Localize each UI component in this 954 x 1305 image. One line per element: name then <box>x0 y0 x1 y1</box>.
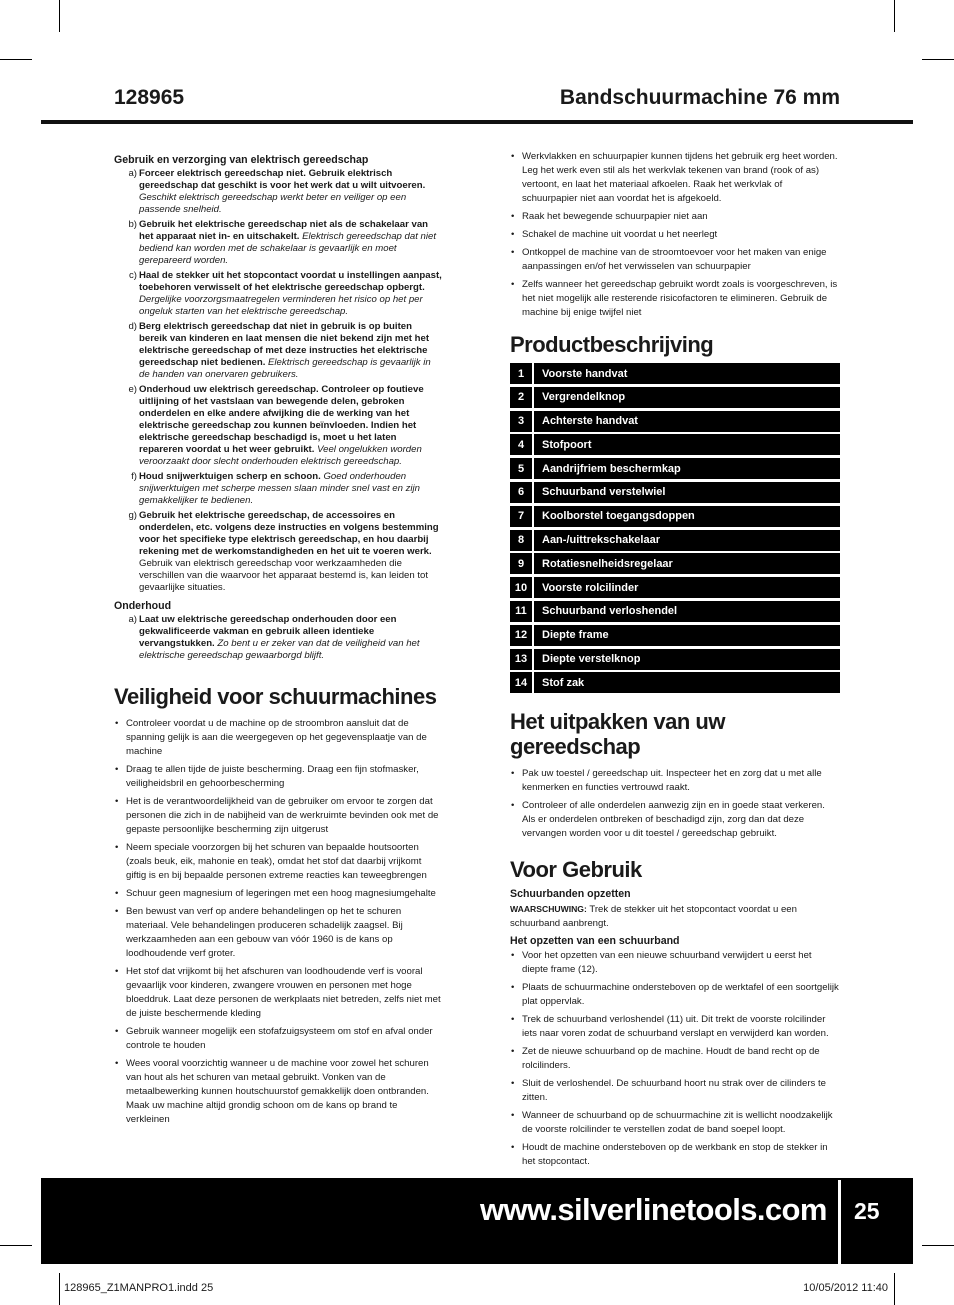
guideline-item <box>114 614 442 662</box>
part-label: Aan-/uittrekschakelaar <box>534 530 840 551</box>
part-row <box>510 434 840 455</box>
guideline-item <box>114 510 442 594</box>
general-heading: Gebruik en verzorging van elektrisch gereedschap <box>114 154 369 166</box>
footer-divider <box>838 1180 841 1264</box>
part-number: 11 <box>510 601 532 622</box>
item-bold-text: Onderhoud uw elektrisch gereedschap. Controleer op foutieve uitlijning of het vastslaan van bewegende delen, gebroken onderdelen en elke andere afwijking die de werking van het elektrische gereedschap zou kunnen beïnvloeden. Indien het elektrische gereedschap beschadigd is, moet u het laten repareren voordat u het weer gebruikt. <box>139 384 424 455</box>
part-number: 9 <box>510 553 532 574</box>
item-text <box>139 219 442 267</box>
part-number: 3 <box>510 411 532 432</box>
bullet-item: • Het stof dat vrijkomt bij het afschuren van loodhoudende verf is vooral gevaarlijk voor kinderen, zwangere vrouwen en personen met hoge bloeddruk. Laat deze personen de werkplaats niet betreden, zelfs niet met de juiste beschermende kleding <box>114 965 442 1021</box>
part-label: Schuurband verloshendel <box>534 601 840 622</box>
part-label: Stofpoort <box>534 434 840 455</box>
part-label: Schuurband verstelwiel <box>534 482 840 503</box>
part-number: 12 <box>510 625 532 646</box>
crop-mark <box>922 59 954 60</box>
bullet-item: • Wees vooral voorzichtig wanneer u de machine voor zowel het schuren van hout als het schuren van metaal gebruikt. Vonken van de metaalbewerking kunnen houtschuurstof gemakkelijk doen ontbranden. Maak uw machine altijd grondig schoon om de kans op brand te verkleinen <box>114 1057 442 1127</box>
bullet-item: • Pak uw toestel / gereedschap uit. Inspecteer het en zorg dat u met alle kenmerken en functies vertrouwd raakt. <box>510 767 840 795</box>
bullet-item: • Draag te allen tijde de juiste bescherming. Draag een fijn stofmasker, veiligheidsbril en gehoorbescherming <box>114 763 442 791</box>
item-normal-text: Gebruik van elektrisch gereedschap voor werkzaamheden die verschillen van die waarvoor het apparaat bestemd is, kan leiden tot gevaarlijke situaties. <box>139 558 429 593</box>
slug-date: 10/05/2012 11:40 <box>803 1282 888 1294</box>
intro-list <box>510 150 840 320</box>
bullet-item: • Plaats de schuurmachine ondersteboven op de werktafel of een soortgelijk plat oppervlak. <box>510 981 840 1009</box>
part-row <box>510 553 840 574</box>
bullet-item: • Schuur geen magnesium of legeringen met een hoog magnesiumgehalte <box>114 887 442 901</box>
item-bold-text: Gebruik het elektrische gereedschap niet als de schakelaar van het apparaat niet in- en uitschakelt. <box>139 219 429 242</box>
crop-mark <box>0 59 32 60</box>
maintenance-heading: Onderhoud <box>114 600 172 612</box>
part-row <box>510 387 840 408</box>
part-label: Stof zak <box>534 672 840 693</box>
part-label: Voorste handvat <box>534 363 840 384</box>
part-label: Diepte frame <box>534 625 840 646</box>
part-row <box>510 363 840 384</box>
part-row <box>510 601 840 622</box>
bullet-item: • Neem speciale voorzorgen bij het schuren van bepaalde houtsoorten (zoals beuk, eik, mahonie en teak), omdat het stof dat daarbij vrijkomt giftig is en bij bepaalde personen extreme reacties kan teweegbrengen <box>114 841 442 883</box>
crop-mark <box>894 0 895 32</box>
item-bold-text: Laat uw elektrische gereedschap onderhouden door een gekwalificeerde vakman en gebruik alleen identieke vervangstukken. <box>139 614 397 649</box>
part-number: 6 <box>510 482 532 503</box>
part-row <box>510 482 840 503</box>
item-marker: b) <box>128 219 137 230</box>
item-bold-text: Haal de stekker uit het stopcontact voordat u instellingen aanpast, toebehoren verwisselt of het elektrische gereedschap opbergt. <box>139 270 442 293</box>
part-row <box>510 577 840 598</box>
item-text <box>139 614 442 662</box>
fitting-list <box>510 949 840 1169</box>
part-row <box>510 411 840 432</box>
part-label: Aandrijfriem beschermkap <box>534 458 840 479</box>
unpack-list <box>510 767 840 841</box>
bullet-item: • Sluit de verloshendel. De schuurband hoort nu strak over de cilinders te zitten. <box>510 1077 840 1105</box>
warning-paragraph <box>510 902 840 931</box>
guideline-item <box>114 321 442 381</box>
product-heading: Productbeschrijving <box>510 332 714 357</box>
item-bold-text: Houd snijwerktuigen scherp en schoon. <box>139 471 321 482</box>
product-code: 128965 <box>114 86 185 109</box>
part-label: Achterste handvat <box>534 411 840 432</box>
item-marker: a) <box>128 614 137 625</box>
part-number: 7 <box>510 506 532 527</box>
page-title: Bandschuurmachine 76 mm <box>559 86 840 109</box>
header-rule <box>41 120 913 124</box>
bullet-item: • Raak het bewegende schuurpapier niet aan <box>510 210 840 224</box>
slug-filename: 128965_Z1MANPRO1.indd 25 <box>64 1282 214 1294</box>
warning-text: Trek de stekker uit het stopcontact voordat u een schuurband aanbrengt. <box>510 904 797 930</box>
part-number: 1 <box>510 363 532 384</box>
part-label: Koolborstel toegangsdoppen <box>534 506 840 527</box>
item-italic-text: Elektrisch gereedschap dat niet bediend kan worden met de schakelaar is gevaarlijk en moet gerepareerd worden. <box>139 231 436 266</box>
guideline-item <box>114 471 442 507</box>
item-italic-text: Elektrisch gereedschap is gevaarlijk in de handen van onervaren gebruikers. <box>139 357 431 380</box>
bullet-item: • Voor het opzetten van een nieuwe schuurband verwijdert u eerst het diepte frame (12). <box>510 949 840 977</box>
part-number: 14 <box>510 672 532 693</box>
bands-subheading: Schuurbanden opzetten <box>510 888 631 901</box>
bullet-item: • Controleer voordat u de machine op de stroombron aansluit dat de spanning gelijk is aan die weergegeven op het gegevensplaatje van de machine <box>114 717 442 759</box>
bullet-item: • Werkvlakken en schuurpapier kunnen tijdens het gebruik erg heet worden. Leg het werk even stil als het werkvlak tekenen van brand (rook of as) vertoont, en laat het materiaal afkoelen. Raak het werkvlak of schuurpapier niet aan voordat het is afgekoeld. <box>510 150 840 206</box>
part-number: 5 <box>510 458 532 479</box>
item-italic-text: Zo bent u er zeker van dat de veiligheid van het elektrische gereedschap gewaarborgd blijft. <box>139 638 420 661</box>
item-text <box>139 471 442 507</box>
safety-list <box>114 717 442 1127</box>
item-text <box>139 321 442 381</box>
crop-mark <box>0 1245 32 1246</box>
part-row <box>510 506 840 527</box>
right-column <box>510 150 840 1173</box>
item-marker: e) <box>128 384 137 395</box>
bullet-item: • Ontkoppel de machine van de stroomtoevoer voor het maken van enige aanpassingen en/of het verwisselen van schuurpapier <box>510 246 840 274</box>
item-text <box>139 270 442 318</box>
part-number: 4 <box>510 434 532 455</box>
part-number: 8 <box>510 530 532 551</box>
item-marker: f) <box>131 471 137 482</box>
crop-mark <box>59 1273 60 1305</box>
bullet-item: • Ben bewust van verf op andere behandelingen op het te schuren materiaal. Vele behandelingen produceren schadelijk zaagsel. Bij werkzaamheden aan een gebouw van vóór 1960 is de kans op loodhoudende verf groter. <box>114 905 442 961</box>
item-marker: d) <box>128 321 137 332</box>
guideline-item <box>114 219 442 267</box>
bullet-item: • Controleer of alle onderdelen aanwezig zijn en in goede staat verkeren. Als er onderdelen ontbreken of beschadigd zijn, zorg dan dat deze vervangen worden voor u dit toestel / gereedschap gebruikt. <box>510 799 840 841</box>
crop-mark <box>894 1273 895 1305</box>
part-number: 10 <box>510 577 532 598</box>
general-list <box>114 168 442 594</box>
bullet-item: • Houdt de machine ondersteboven op de werkbank en stop de stekker in het stopcontact. <box>510 1141 840 1169</box>
bullet-item: • Zet de nieuwe schuurband op de machine. Houdt de band recht op de rolcilinders. <box>510 1045 840 1073</box>
bullet-item: • Het is de verantwoordelijkheid van de gebruiker om ervoor te zorgen dat personen die zich in de nabijheid van de werkruimte bevinden ook met de gepaste persoonlijke bescherming zijn uitgerust <box>114 795 442 837</box>
page-number: 25 <box>854 1198 880 1224</box>
item-italic-text: Veel ongelukken worden veroorzaakt door slecht onderhouden elektrisch gereedschap. <box>139 444 422 467</box>
item-bold-text: Berg elektrisch gereedschap dat niet in gebruik is op buiten bereik van kinderen en laat mensen die niet bekend zijn met het elektrische gereedschap of met deze instructies het elektrische gereedschap niet bedienen. <box>139 321 430 368</box>
part-row <box>510 672 840 693</box>
part-row <box>510 458 840 479</box>
maintenance-list <box>114 614 442 662</box>
fitting-subheading: Het opzetten van een schuurband <box>510 935 680 948</box>
part-row <box>510 649 840 670</box>
item-text <box>139 510 442 594</box>
item-italic-text: Dergelijke voorzorgsmaatregelen verminderen het risico op het per ongeluk starten van het elektrische gereedschap. <box>139 294 423 317</box>
item-italic-text: Geschikt elektrisch gereedschap werkt beter en veiliger op een passende snelheid. <box>139 192 407 215</box>
use-heading: Voor Gebruik <box>510 857 642 883</box>
item-text <box>139 384 442 468</box>
bullet-item: • Wanneer de schuurband op de schuurmachine zit is wellicht noodzakelijk de voorste rolcilinder te verstellen zodat de band soepel loopt. <box>510 1109 840 1137</box>
part-label: Rotatiesnelheidsregelaar <box>534 553 840 574</box>
guideline-item <box>114 270 442 318</box>
bullet-item: • Gebruik wanneer mogelijk een stofafzuigsysteem om stof en afval onder controle te houden <box>114 1025 442 1053</box>
safety-heading: Veiligheid voor schuurmachines <box>114 684 437 709</box>
part-row <box>510 625 840 646</box>
parts-list <box>510 363 840 693</box>
part-number: 13 <box>510 649 532 670</box>
left-column <box>114 154 442 1131</box>
item-text <box>139 168 442 216</box>
guideline-item <box>114 168 442 216</box>
warning-label: WAARSCHUWING: <box>510 904 587 915</box>
crop-mark <box>922 1245 954 1246</box>
bullet-item: • Schakel de machine uit voordat u het neerlegt <box>510 228 840 242</box>
item-bold-text: Forceer elektrisch gereedschap niet. Gebruik elektrisch gereedschap dat geschikt is voor het werk dat u wilt uitvoeren. <box>139 168 426 191</box>
item-marker: g) <box>128 510 137 521</box>
part-label: Voorste rolcilinder <box>534 577 840 598</box>
website-link[interactable]: www.silverlinetools.com <box>480 1192 827 1227</box>
item-italic-text: Goed onderhouden snijwerktuigen met scherpe messen slaan minder snel vast en zijn gemakkelijker te bedienen. <box>139 471 421 506</box>
part-row <box>510 530 840 551</box>
crop-mark <box>59 0 60 32</box>
bullet-item: • Trek de schuurband verloshendel (11) uit. Dit trekt de voorste rolcilinder iets naar voren zodat de schuurband verslapt en verwijderd kan worden. <box>510 1013 840 1041</box>
guideline-item <box>114 384 442 468</box>
unpack-heading: Het uitpakken van uw gereedschap <box>510 709 725 760</box>
part-label: Diepte verstelknop <box>534 649 840 670</box>
item-bold-text: Gebruik het elektrische gereedschap, de accessoires en onderdelen, etc. volgens deze instructies en volgens bestemming voor het specifieke type elektrisch gereedschap, en hou daarbij rekening met de werkomstandigheden en het uit te voeren werk. <box>139 510 439 557</box>
part-number: 2 <box>510 387 532 408</box>
item-marker: a) <box>128 168 137 179</box>
part-label: Vergrendelknop <box>534 387 840 408</box>
item-marker: c) <box>129 270 137 281</box>
bullet-item: • Zelfs wanneer het gereedschap gebruikt wordt zoals is voorgeschreven, is het niet mogelijk alle resterende risicofactoren te elimineren. Gebruik de machine bij enige twijfel niet <box>510 278 840 320</box>
